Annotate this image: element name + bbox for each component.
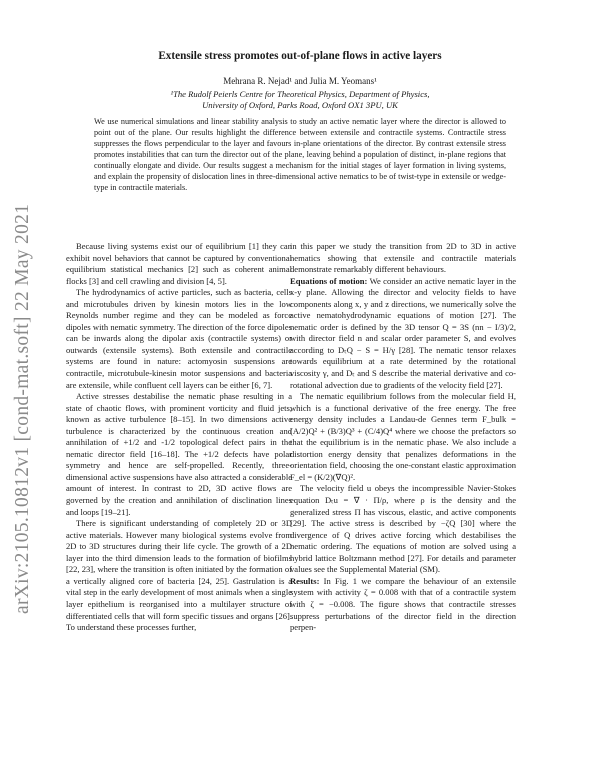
left-column <box>66 241 292 634</box>
section-heading-equations: Equations of motion: <box>290 275 368 286</box>
affiliation-line-1: ¹The Rudolf Peierls Centre for Theoretical Physics, Department of Physics, <box>170 89 430 99</box>
body-paragraph: There is significant understanding of completely 2D or 3D active materials. However many biological systems evolve from 2D to 3D structures during their life cycle. The growth of a 2D layer into the third dimension leads to the formation of biofilms [22, 23], where the transition is often initiated by the formation of a vertically aligned core of bacteria [24, 25]. Gastrulation is a vital step in the early development of most animals when a single layer epithelium is reorganised into a multilayer structure of differentiated cells that will form specific tissues and organs [26]. To understand these processes further, <box>66 518 292 633</box>
results-text: In Fig. 1 we compare the behaviour of an extensile system with activity ζ = 0.008 with that of a contractile system with ζ = −0.008. The figure shows that contractile stresses suppress perturbations of the director field in the direction perpen- <box>290 575 517 633</box>
body-paragraph: in this paper we study the transition from 2D to 3D in active nematics showing that extensile and contractile materials demonstrate remarkably different behaviours. <box>290 241 516 275</box>
right-column <box>290 241 516 634</box>
affiliation <box>60 89 540 111</box>
body-paragraph: Active stresses destabilise the nematic phase resulting in a state of chaotic flows, with prominent vorticity and fluid jets, known as active turbulence [8–15]. In two dimensions active turbulence is characterized by the continuous creation and annihilation of +1/2 and -1/2 topological defect pairs in the nematic director field [16–18]. The +1/2 defects have polar symmetry and hence are self-propelled. Recently, three-dimensional active suspensions have also attracted a considerable amount of interest. In contrast to 2D, 3D active flows are governed by the creation and annihilation of disclination lines and loops [19–21]. <box>66 391 292 517</box>
body-paragraph: The nematic equilibrium follows from the molecular field H, which is a functional derivative of the free energy. The free energy density includes a Landau-de Gennes term F_bulk = (A/2)Q² + (B/3)Q³ + (C/4)Q⁴ where we choose the prefactors so that the equilibrium is in the nematic phase. We also include a distortion energy density that penalizes deformations in the orientation field, choosing the one-constant elastic approximation F_el = (K/2)(∇Q)². <box>290 391 516 482</box>
author-list: Mehrana R. Nejad¹ and Julia M. Yeomans¹ <box>223 76 377 86</box>
results-paragraph <box>290 576 516 634</box>
equations-paragraph <box>290 276 516 391</box>
abstract: We use numerical simulations and linear stability analysis to study an active nematic layer where the director is allowed to point out of the plane. Our results highlight the difference between extensile and contractile systems. Contractile stress suppresses the flows perpendicular to the layer and favours in-plane orientations of the director. By contrast extensile stress promotes instabilities that can turn the director out of the plane, leaving behind a population of distinct, in-plane regions that continually elongate and divide. Our results suggest a mechanism for the initial stages of layer formation in living systems, and explain the propensity of dislocation lines in three-dimensional active nematics to be of twist-type in extensile or wedge-type in contractile materials. <box>94 117 506 192</box>
body-paragraph: Because living systems exist our of equilibrium [1] they can exhibit novel behaviors that cannot be captured by conventional equilibrium statistical mechanics [2] such as coherent animal flocks [3] and cell crawling and division [4, 5]. <box>66 241 292 286</box>
section-heading-results: Results: <box>290 575 320 586</box>
arxiv-identifier: arXiv:2105.10812v1 [cond-mat.soft] 22 May 2021 <box>12 203 33 614</box>
body-paragraph: The velocity field u obeys the incompressible Navier-Stokes equation Dₜu = ∇ · Π/ρ, where ρ is the density and the generalized stress Π has viscous, elastic, and active components [29]. The active stress is described by −ζQ [30] where the divergence of Q drives active forcing which destabilises the nematic ordering. The equations of motion are solved using a hybrid lattice Boltzmann method [27]. For details and parameter values see the Supplemental Material (SM). <box>290 483 516 575</box>
arxiv-watermark <box>12 203 42 614</box>
body-paragraph: The hydrodynamics of active particles, such as bacteria, cells and microtubules driven by kinesin motors lies in the low Reynolds number regime and they can be modeled as force dipoles with nematic symmetry. The direction of the force dipoles can be inwards along the dipolar axis (contractile systems) or outwards (extensile systems). Both extensile and contractile systems are found in nature: actomyosin suspensions are contractile, microtubule-kinesin motor suspensions and bacteria are extensile, while confluent cell layers can be either [6, 7]. <box>66 287 292 390</box>
equations-text: We consider an active nematic layer in the x-y plane. Allowing the director and velocity fields to have components along x, y and z directions, we numerically solve the active nematohydrodynamic equations of motion [27]. The nematic order is defined by the 3D tensor Q = 3S (nn − I/3)/2, with director field n and scalar order parameter S, and evolves according to DₜQ − S = H/γ [28]. The nematic tensor relaxes towards equilibrium at a rate determined by the rotational viscosity γ, and Dₜ and S describe the material derivative and co-rotational advection due to gradients of the velocity field [27]. <box>290 275 517 390</box>
paper-title: Extensile stress promotes out-of-plane flows in active layers <box>158 50 442 62</box>
affiliation-line-2: University of Oxford, Parks Road, Oxford OX1 3PU, UK <box>202 100 398 110</box>
